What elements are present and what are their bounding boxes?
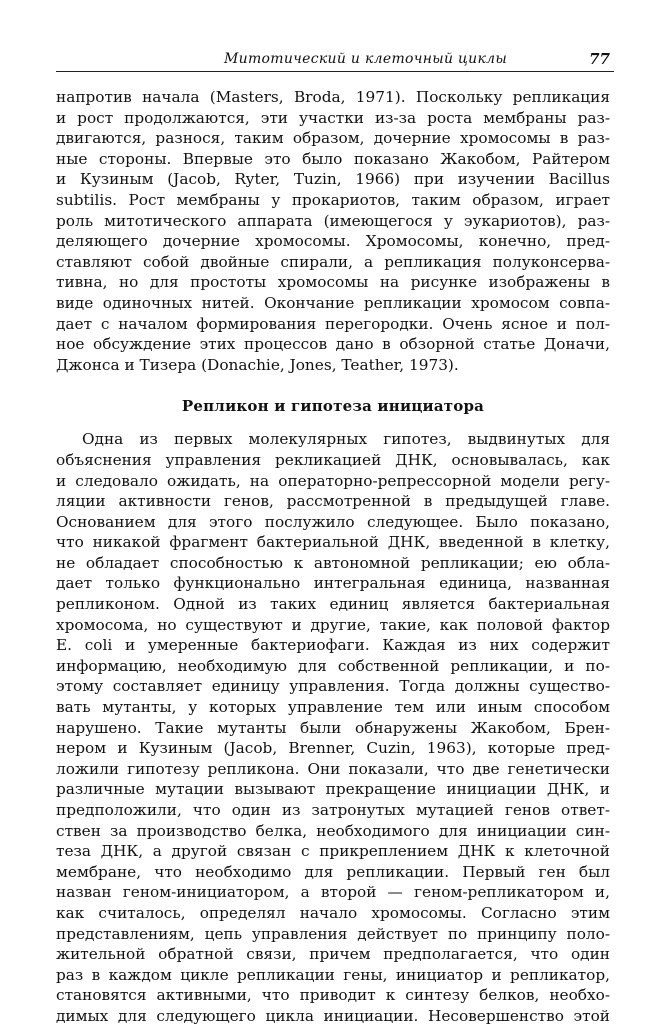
text-line: Джонса и Тизера (Donachie, Jones, Teather, 1973). — [56, 355, 459, 374]
text-line: как считалось, определял начало хромосомы. Согласно этим — [56, 903, 610, 922]
text-line: раз в каждом цикле репликации гены, инициатор и репликатор, — [56, 965, 610, 984]
text-line: E. coli и умеренные бактериофаги. Каждая из них содержит — [56, 636, 610, 655]
text-line: ные стороны. Впервые это было показано Жакобом, Райтером — [56, 149, 610, 168]
section-heading: Репликон и гипотеза инициатора — [181, 397, 485, 416]
running-header — [56, 49, 614, 72]
text-line: ложили гипотезу репликона. Они показали, что две генетически — [56, 759, 610, 778]
text-line: мембране, что необходимо для репликации. Первый ген был — [56, 862, 610, 881]
text-line: ствен за производство белка, необходимого для инициации син- — [56, 821, 610, 840]
text-line: вать мутанты, у которых управление тем или иным способом — [56, 698, 610, 717]
text-line: ляции активности генов, рассмотренной в предыдущей главе. — [56, 492, 610, 511]
text-line: объяснения управления рекликацией ДНК, основывалась, как — [56, 450, 610, 469]
paragraph-2 — [56, 429, 610, 1026]
text-line: дает с началом формирования перегородки. Очень ясное и пол- — [56, 314, 610, 333]
text-line: нером и Кузиным (Jacob, Brenner, Cuzin, 1963), которые пред- — [56, 739, 610, 758]
page-number: 77 — [589, 50, 610, 68]
text-line: этому составляет единицу управления. Тогда должны существо- — [56, 677, 610, 696]
text-line: дает только функционально интегральная единица, названная — [56, 574, 610, 593]
text-line: деляющего дочерние хромосомы. Хромосомы, конечно, пред- — [56, 232, 610, 251]
text-line: виде одиночных нитей. Окончание репликации хромосом совпа- — [56, 293, 610, 312]
text-line: жительной обратной связи, причем предполагается, что один — [56, 945, 610, 964]
text-line: subtilis. Рост мембраны у прокариотов, таким образом, играет — [56, 190, 610, 209]
text-line: предположили, что один из затронутых мутацией генов ответ- — [56, 801, 610, 819]
text-line: нарушено. Такие мутанты были обнаружены Жакобом, Брен- — [56, 718, 610, 737]
text-line: напротив начала (Masters, Broda, 1971). Поскольку репликация — [56, 88, 610, 106]
text-line: и следовало ожидать, на операторно-репрессорной модели регу- — [56, 471, 610, 490]
text-line: различные мутации вызывают прекращение инициации ДНК, и — [56, 780, 610, 799]
text-line: ставляют собой двойные спирали, а репликация полуконсерва- — [56, 252, 610, 271]
text-line: и Кузиным (Jacob, Ryter, Tuzin, 1966) при изучении Bacillus — [56, 170, 610, 189]
page-body — [56, 87, 610, 1027]
text-line: Одна из первых молекулярных гипотез, выдвинутых для — [82, 430, 610, 449]
text-line: информацию, необходимую для собственной репликации, и по- — [56, 656, 610, 675]
text-line: теза ДНК, а другой связан с прикреплением ДНК к клеточной — [56, 842, 610, 861]
text-line: репликоном. Одной из таких единиц является бактериальная — [56, 595, 610, 614]
header-title: Митотический и клеточный циклы — [224, 51, 508, 67]
text-line: и рост продолжаются, эти участки из-за роста мембраны раз- — [56, 108, 610, 127]
text-line: тивна, но для простоты хромосомы на рисунке изображены в — [56, 273, 610, 292]
paragraph-1 — [56, 87, 610, 375]
text-line: роль митотического аппарата (имеющегося у эукариотов), раз- — [56, 211, 610, 230]
text-line: двигаются, разнося, таким образом, дочерние хромосомы в раз- — [56, 129, 610, 148]
text-line: назван геном-инициатором, а второй — геном-репликатором и, — [56, 883, 610, 902]
text-line: становятся активными, что приводит к синтезу белков, необхо- — [56, 986, 610, 1005]
text-line: Основанием для этого послужило следующее. Было показано, — [56, 512, 610, 531]
text-line: хромосома, но существуют и другие, такие, как половой фактор — [56, 615, 610, 634]
text-line: димых для следующего цикла инициации. Несовершенство этой — [56, 1006, 610, 1025]
text-line: не обладает способностью к автономной репликации; ею обла- — [56, 553, 610, 572]
text-line: представлениям, цепь управления действует по принципу поло- — [56, 924, 610, 943]
text-line: ное обсуждение этих процессов дано в обзорной статье Доначи, — [56, 335, 610, 354]
text-line: что никакой фрагмент бактериальной ДНК, введенной в клетку, — [56, 533, 610, 552]
